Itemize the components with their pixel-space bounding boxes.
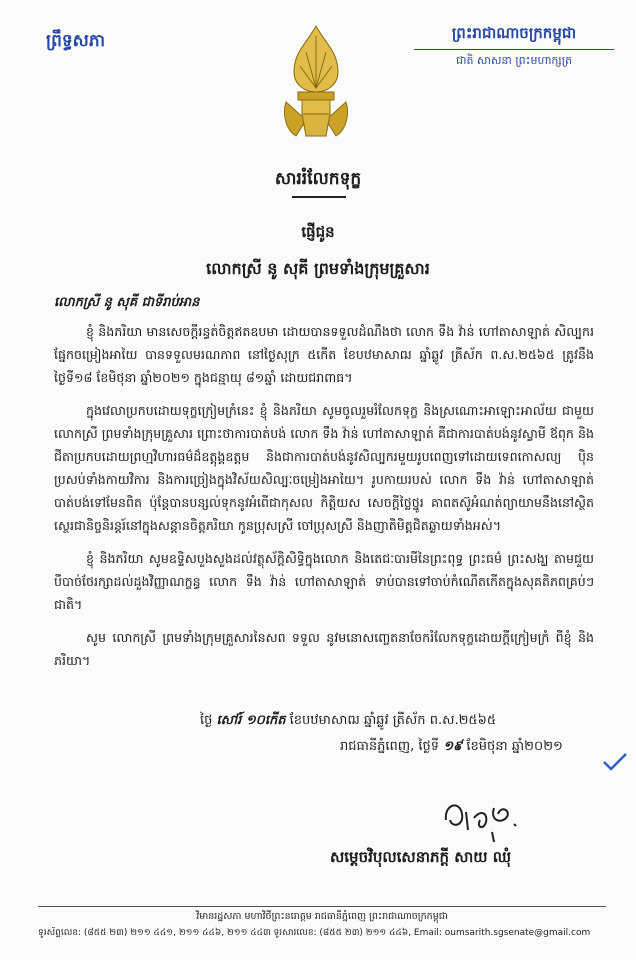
body-paragraph: ខ្ញុំ និងភរិយា មានសេចក្តីរន្ធត់ចិត្តឥតឧបមា ដោយបានទទួលដំណឹងថា លោក ទឹង វ៉ាន់ ហៅតាសាឡាត់ សិល្បករផ្នែកចម្រៀងអាយៃ បានទទួលមរណភាព នៅថ្ងៃសុក្រ ៥កើត ខែបឋមាសាឍ ឆ្នាំឆ្លូវ ត្រីស័ក ព.ស.២៥៦៥ ត្រូវនឹងថ្ងៃទី១៨ ខែមិថុនា ឆ្នាំ២០២១ ក្នុងជន្មាយុ ៨១ឆ្នាំ ដោយជរាពាធ។	[54, 324, 594, 385]
lunar-date-line	[200, 712, 496, 731]
footer-contact: ទូរស័ព្ទលេខ: (៨៥៥ ២៣) ២១១ ៤៤១, ២១១ ៤៤៦, ២១១ ៤៤៣ ទូរសារលេខ: (៨៥៥ ២៣) ២១១ ៤៤៦, Email: oumsarith.sgsenate@gmail.com	[38, 928, 591, 938]
body-paragraph: ក្នុងវេលាប្រកបដោយទុក្ខក្រៀមក្រំនេះ ខ្ញុំ និងភរិយា សូមចូលរួមរំលែកទុក្ខ និងស្រណោះអាឡោះអាល័យ ជាមួយលោកស្រី ព្រមទាំងក្រុមគ្រួសារ ព្រោះថាការបាត់បង់ លោក ទឹង វ៉ាន់ ហៅតាសាឡាត់ គឺជាការបាត់បង់នូវស្វាមី ឪពុក និងជីតាប្រកបដោយព្រហ្មវិហារធម៌ដ៏ឧត្តុង្គឧត្តម និងជាការបាត់បង់នូវសិល្បករមួយរូបពេញទៅដោយទេពកោសល្យ ប៉ិនប្រសប់ទាំងកាយវិការ និងការច្រៀងក្នុងវិស័យសិល្បៈចម្រៀងអាយៃ។ រូបកាយរបស់ លោក ទឹង វ៉ាន់ ហៅតាសាឡាត់ បាត់បង់ទៅមែនពិត ប៉ុន្តែបានបន្សល់ទុកនូវអំពើជាកុសល កិត្តិយស សេចក្តីថ្លៃថ្នូរ គាពតស៊ូអំណត់ព្យាយាមនឹងនៅស្ថិតស្ថេរជានិច្ចនិរន្តរ៍នៅក្នុងសន្តានចិត្តភរិយា កូនប្រុសស្រី ចៅប្រុសស្រី និងញាតិមិត្តជិតឆ្ងាយទាំងអស់។	[54, 403, 594, 533]
letter-body	[54, 320, 594, 682]
title-underline	[292, 196, 346, 198]
lunar-date-handwritten: សៅរ៍ ១០កើត	[216, 713, 286, 728]
recipient-line: លោកស្រី នូ សុគី ព្រមទាំងក្រុមគ្រួសារ	[206, 259, 430, 278]
solar-date-suffix: ខែមិថុនា ឆ្នាំ២០២១	[466, 739, 563, 754]
letterhead-footer	[38, 906, 606, 940]
kingdom-title: ព្រះរាជាណាចក្រកម្ពុជា	[414, 24, 614, 50]
body-paragraph: សូម លោកស្រី ព្រមទាំងក្រុមគ្រួសារនៃសព ទទួល នូវមនោសញ្ចេតនាចែករំលែកទុក្ខដោយក្តីក្រៀមក្រំ ពីខ្ញុំ និងភរិយា។	[54, 630, 594, 668]
document-title: សាររំលែកទុក្ខ	[274, 169, 362, 189]
signer-name: សម្តេចវិបុលសេនាភក្តី សាយ ឈុំ	[330, 848, 512, 866]
kingdom-motto: ជាតិ សាសនា ព្រះមហាក្សត្រ	[456, 54, 572, 67]
solar-date-handwritten: ១៩	[443, 739, 463, 754]
footer-address: វិមានរដ្ឋសភា មហាវិថីព្រះនរោត្តម រាជធានីភ្នំពេញ ព្រះរាជាណាចក្រកម្ពុជា	[196, 911, 448, 922]
solar-date-prefix: រាជធានីភ្នំពេញ, ថ្ងៃទី	[340, 739, 440, 754]
senate-label: ព្រឹទ្ធសភា	[46, 31, 106, 51]
solar-date-line	[340, 738, 563, 757]
handwritten-signature	[440, 790, 540, 845]
lunar-date-prefix: ថ្ងៃ	[200, 713, 213, 728]
send-label: ផ្ញើជូន	[301, 223, 335, 241]
kingdom-header	[414, 24, 614, 70]
body-paragraph: ខ្ញុំ និងភរិយា សូមឧទ្ទិសបួងសួងដល់វត្ថុស័ក្តិសិទ្ធិក្នុងលោក និងតេជៈបារមីនៃព្រះពុទ្ធ ព្រះធម៌ ព្រះសង្ឃ តាមជួយបីបាច់ថែរក្សាដល់ដួងវិញ្ញាណក្ខន្ធ លោក ទឹង វ៉ាន់ ហៅតាសាឡាត់ ទាប់បានទៅចាប់កំណើតកើតក្នុងសុគតិភពគ្រប់ៗជាតិ។	[54, 551, 594, 612]
royal-emblem-icon	[276, 22, 356, 142]
salutation: លោកស្រី នូ សុគី ជាទីរាប់អាន	[54, 295, 200, 310]
lunar-date-suffix: ខែបឋមាសាឍ ឆ្នាំឆ្លូវ ត្រីស័ក ព.ស.២៥៦៥	[289, 713, 497, 728]
checkmark-icon	[602, 752, 628, 772]
